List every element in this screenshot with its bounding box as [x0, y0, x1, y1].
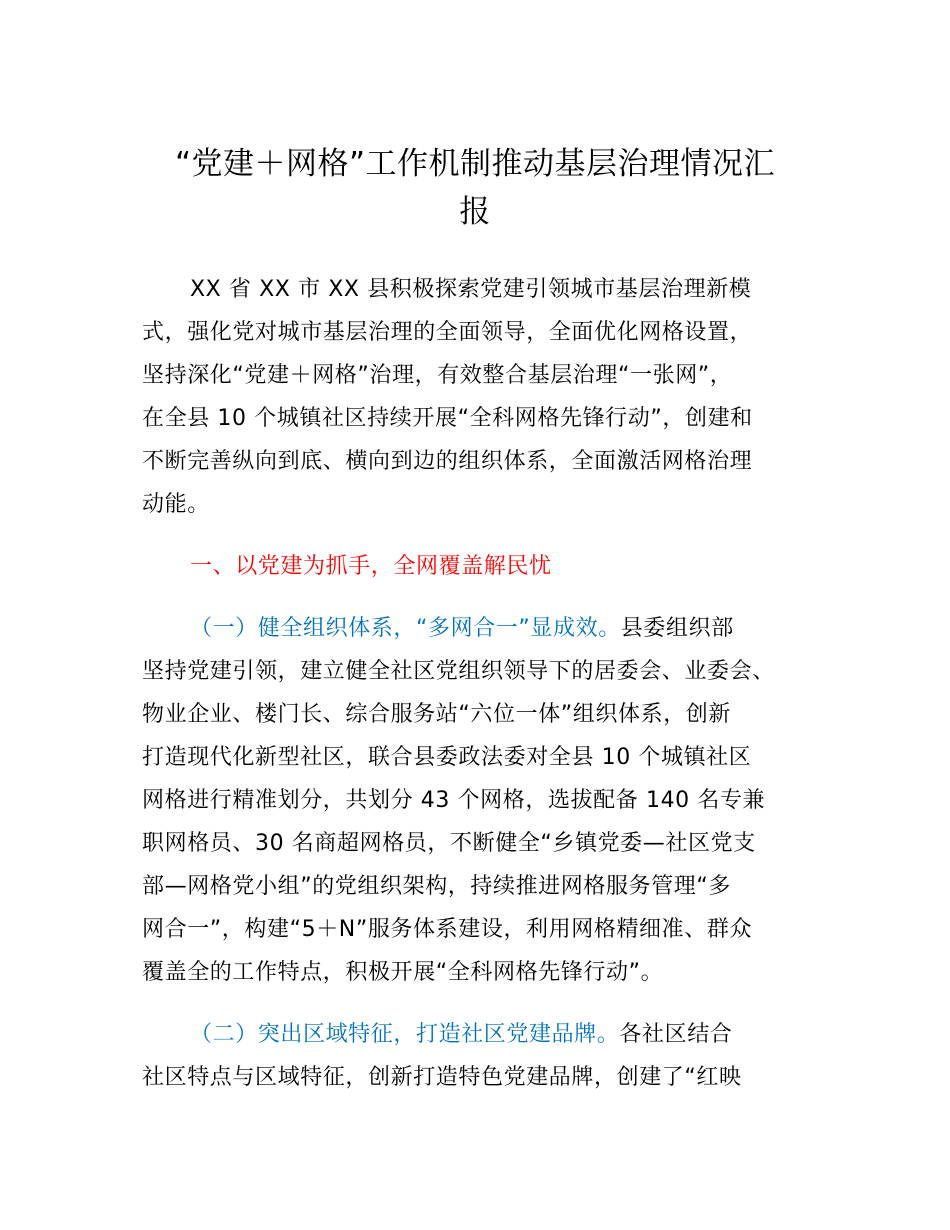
subsection-heading: （二）突出区域特征，打造社区党建品牌。	[190, 1022, 620, 1047]
body-line: 坚持党建引领，建立健全社区党组织领导下的居委会、业委会、	[142, 659, 775, 684]
intro-line: 在全县 10 个城镇社区持续开展“全科网格先锋行动”，创建和	[142, 406, 753, 431]
subsection-text: 县委组织部	[620, 616, 734, 641]
body-line: 打造现代化新型社区，联合县委政法委对全县 10 个城镇社区	[142, 745, 752, 770]
intro-line: 式，强化党对城市基层治理的全面领导，全面优化网格设置，	[142, 320, 753, 345]
body-line: 职网格员、30 名商超网格员，不断健全“乡镇党委—社区党支	[142, 831, 756, 856]
title-line-1: “党建＋网格”工作机制推动基层治理情况汇	[174, 146, 776, 182]
body-line: 网格进行精准划分，共划分 43 个网格，选拔配备 140 名专兼	[142, 788, 766, 813]
document-title	[100, 140, 850, 236]
body-line: 覆盖全的工作特点，积极开展“全科网格先锋行动”。	[142, 960, 664, 985]
intro-line: 不断完善纵向到底、横向到边的组织体系，全面激活网格治理	[142, 449, 753, 474]
intro-line: 坚持深化“党建＋网格”治理，有效整合基层治理“一张网”，	[142, 363, 733, 388]
title-line-2: 报	[459, 194, 491, 230]
subsection-first-line	[190, 1020, 732, 1050]
section-heading: 一、以党建为抓手，全网覆盖解民忧	[190, 554, 552, 579]
subsection-first-line	[190, 614, 734, 644]
body-line: 网合一”，构建“5＋N”服务体系建设，利用网格精细准、群众	[142, 917, 753, 942]
body-line: 物业企业、楼门长、综合服务站“六位一体”组织体系，创新	[142, 702, 731, 727]
intro-line: XX 省 XX 市 XX 县积极探索党建引领城市基层治理新模	[190, 277, 752, 302]
subsection-text: 各社区结合	[619, 1022, 733, 1047]
body-line: 社区特点与区域特征，创新打造特色党建品牌，创建了“红映	[142, 1065, 742, 1090]
intro-line: 动能。	[142, 492, 210, 517]
subsection-heading: （一）健全组织体系，“多网合一”显成效。	[190, 616, 621, 641]
body-line: 部—网格党小组”的党组织架构，持续推进网格服务管理“多	[142, 874, 731, 899]
